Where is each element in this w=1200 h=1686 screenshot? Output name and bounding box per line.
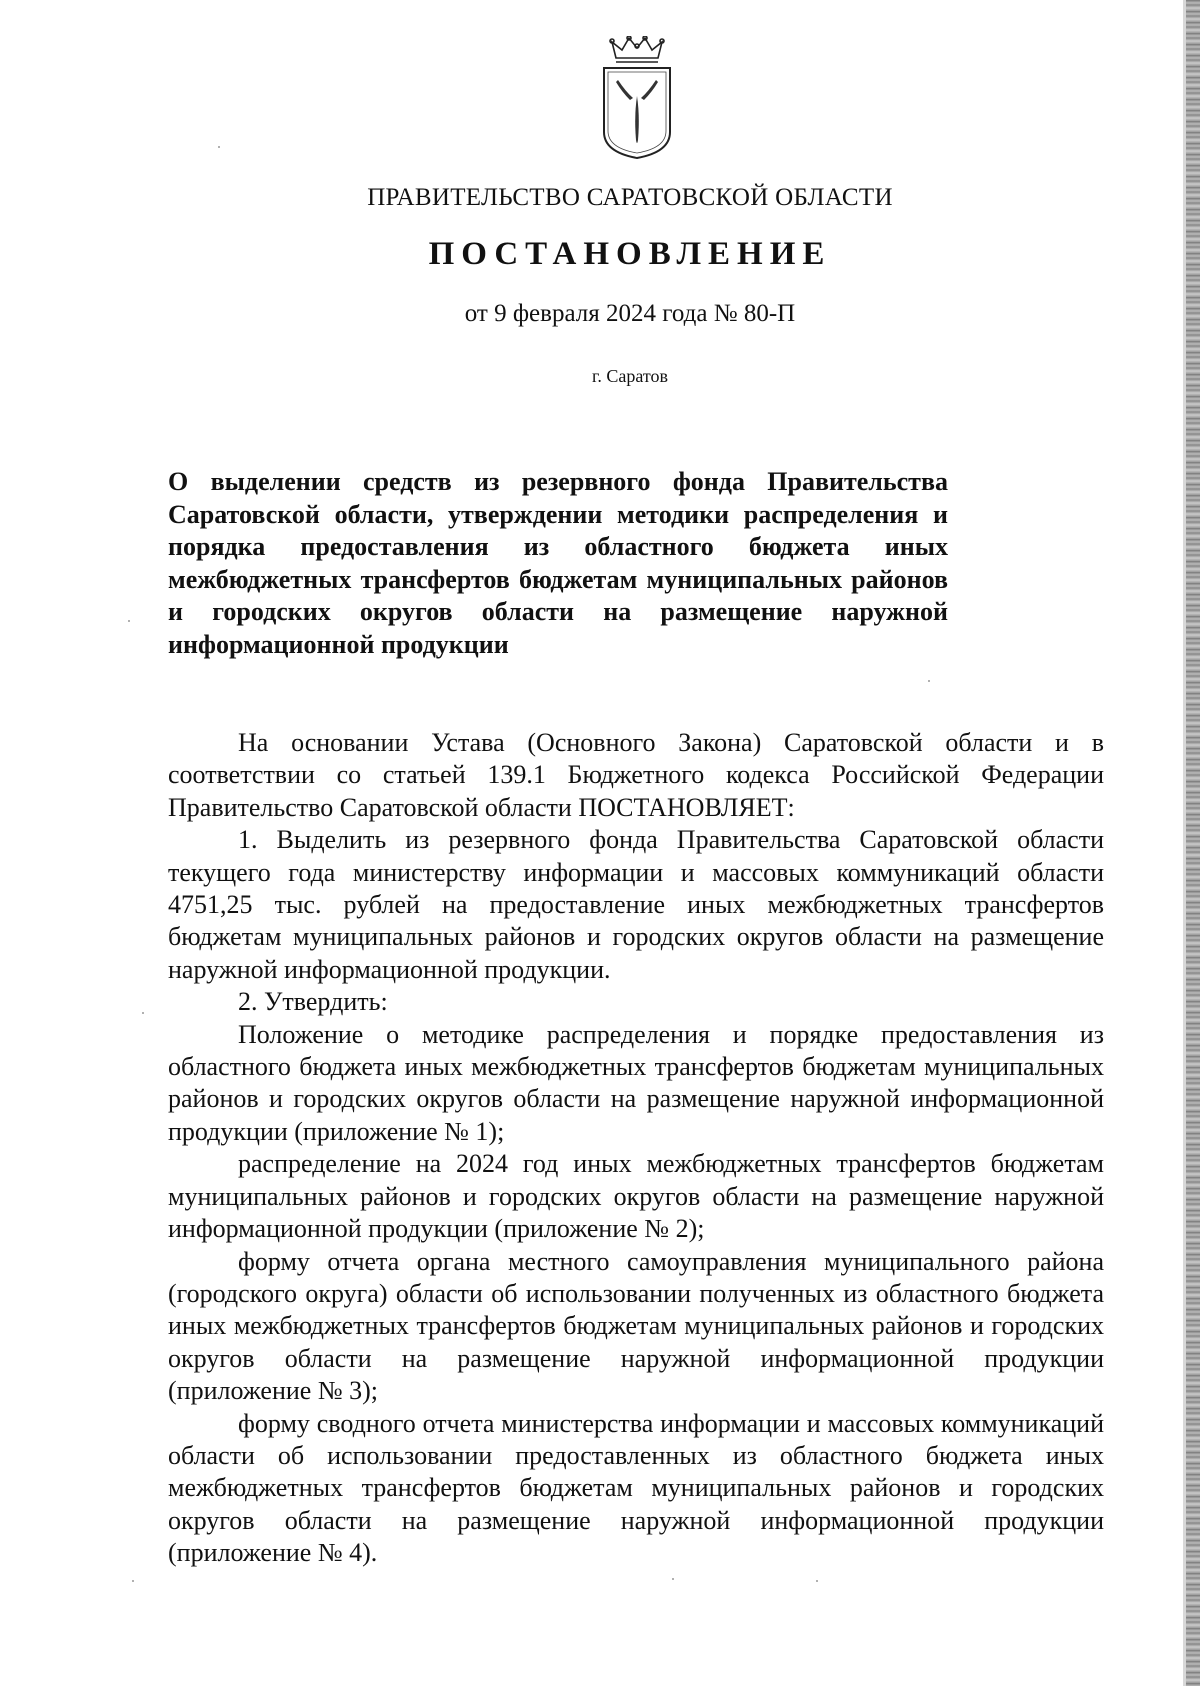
- coat-of-arms-icon: [600, 36, 674, 160]
- scan-speck: [928, 680, 930, 682]
- scan-speck: [132, 1580, 134, 1582]
- document-type-title: ПОСТАНОВЛЕНИЕ: [428, 236, 832, 272]
- scan-speck: [816, 1580, 818, 1582]
- paragraph-item-2: 2. Утвердить:: [238, 987, 388, 1017]
- document-date-number: от 9 февраля 2024 года № 80-П: [464, 300, 796, 327]
- paragraph-approval-1: Положение о методике распределения и порядке предоставления из областного бюджета иных межбюджетных трансфертов бюджетам муниципальных районов и городских округов области на размещение наружной информационной продукции (приложение № 1);: [168, 1019, 1104, 1146]
- scan-speck: [672, 1578, 674, 1580]
- scan-speck: [142, 1012, 144, 1014]
- document-city: г. Саратов: [592, 366, 668, 386]
- document-subject: О выделении средств из резервного фонда Правительства Саратовской области, утверждении методики распределения и порядка предоставления из областного бюджета иных межбюджетных трансфертов бюджетам муниципальных районов и городских округов области на размещение наружной информационной продукции: [168, 467, 948, 659]
- scan-speck: [218, 146, 220, 148]
- document-body: [168, 727, 1104, 1570]
- paragraph-preamble: На основании Устава (Основного Закона) Саратовской области и в соответствии со статьей 139.1 Бюджетного кодекса Российской Федерации Правительство Саратовской области ПОСТАНОВЛЯЕТ:: [168, 728, 1104, 822]
- paragraph-approval-4: форму сводного отчета министерства информации и массовых коммуникаций области об использовании предоставленных из областного бюджета иных межбюджетных трансфертов бюджетам муниципальных районов и городских округов области на размещение наружной информационной продукции (приложение № 4).: [168, 1408, 1104, 1568]
- scan-speck: [128, 620, 130, 622]
- paragraph-approval-3: форму отчета органа местного самоуправления муниципального района (городского округа) области об использовании полученных из областного бюджета иных межбюджетных трансфертов бюджетам муниципальных районов и городских округов области на размещение наружной информационной продукции (приложение № 3);: [168, 1246, 1104, 1406]
- paragraph-approval-2: распределение на 2024 год иных межбюджетных трансфертов бюджетам муниципальных районов и городских округов области на размещение наружной информационной продукции (приложение № 2);: [168, 1149, 1104, 1244]
- organization-name: ПРАВИТЕЛЬСТВО САРАТОВСКОЙ ОБЛАСТИ: [367, 184, 893, 211]
- paragraph-item-1: 1. Выделить из резервного фонда Правительства Саратовской области текущего года министерству информации и массовых коммуникаций области 4751,25 тыс. рублей на предоставление иных межбюджетных трансфертов бюджетам муниципальных районов и городских округов области на размещение наружной информационной продукции.: [168, 825, 1104, 984]
